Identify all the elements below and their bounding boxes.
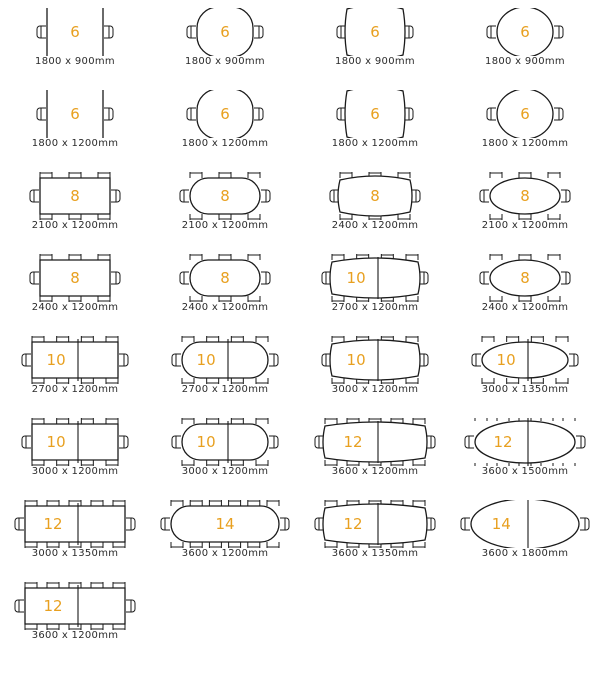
chair-icon xyxy=(180,190,189,202)
table-top xyxy=(330,340,420,380)
table-item xyxy=(150,500,300,584)
table-top xyxy=(475,421,575,463)
table-diagram xyxy=(450,500,600,548)
table-top xyxy=(182,342,268,378)
chair-icon xyxy=(490,254,502,260)
chair-icon xyxy=(15,518,24,530)
seat-count: 6 xyxy=(520,105,530,123)
chair-icon xyxy=(190,254,202,260)
table-diagram xyxy=(0,254,150,302)
seat-count: 10 xyxy=(346,351,366,369)
table-dimensions: 3600 x 1800mm xyxy=(481,548,569,559)
table-diagram xyxy=(300,418,450,466)
chair-icon xyxy=(480,190,489,202)
seat-count: 8 xyxy=(520,187,530,205)
chair-icon xyxy=(57,418,69,424)
table-dimensions: 3600 x 1500mm xyxy=(481,466,569,477)
table-diagram xyxy=(150,418,300,466)
seat-count: 8 xyxy=(70,187,80,205)
chair-icon xyxy=(161,518,170,530)
table-dimensions: 2700 x 1200mm xyxy=(181,384,269,395)
chair-icon xyxy=(91,500,103,506)
chair-icon xyxy=(32,336,44,342)
seat-count: 6 xyxy=(520,23,530,41)
chair-icon xyxy=(332,336,344,342)
table-item xyxy=(450,172,600,256)
chair-icon xyxy=(111,190,120,202)
table-top xyxy=(471,500,579,548)
chair-icon xyxy=(69,254,81,260)
table-item xyxy=(0,90,150,174)
seat-count: 8 xyxy=(520,269,530,287)
chair-icon xyxy=(98,172,110,178)
table-dimensions: 2400 x 1200mm xyxy=(331,220,419,231)
chair-icon xyxy=(261,190,270,202)
table-diagram xyxy=(450,8,600,56)
table-item xyxy=(300,336,450,420)
table-dimensions: 3000 x 1350mm xyxy=(481,384,569,395)
chair-icon xyxy=(497,418,509,421)
table-diagram xyxy=(0,418,150,466)
chair-icon xyxy=(332,254,344,260)
table-diagram xyxy=(300,90,450,138)
chair-icon xyxy=(190,500,202,506)
chair-icon xyxy=(47,582,59,588)
chair-icon xyxy=(487,108,496,120)
table-diagram xyxy=(300,254,450,302)
seat-count: 10 xyxy=(496,351,516,369)
chair-icon xyxy=(280,518,289,530)
seat-count: 8 xyxy=(70,269,80,287)
chair-icon xyxy=(119,354,128,366)
chair-icon xyxy=(22,354,31,366)
table-diagram xyxy=(300,336,450,384)
table-item xyxy=(150,172,300,256)
table-dimensions: 3000 x 1200mm xyxy=(181,466,269,477)
table-item xyxy=(0,418,150,502)
table-diagram xyxy=(450,336,600,384)
chair-icon xyxy=(30,190,39,202)
table-top xyxy=(25,588,125,624)
chair-icon xyxy=(81,336,93,342)
table-top xyxy=(330,258,420,298)
chair-icon xyxy=(22,436,31,448)
chair-icon xyxy=(580,518,589,530)
table-item xyxy=(0,8,150,92)
chair-icon xyxy=(472,354,481,366)
chair-icon xyxy=(69,582,81,588)
seat-count: 12 xyxy=(43,597,63,615)
table-diagram xyxy=(450,418,600,466)
table-dimensions: 2700 x 1200mm xyxy=(331,302,419,313)
table-item xyxy=(0,254,150,338)
chair-icon xyxy=(413,500,425,506)
table-diagram xyxy=(150,500,300,548)
chair-icon xyxy=(37,108,46,120)
chair-icon xyxy=(119,436,128,448)
chair-icon xyxy=(187,108,196,120)
chair-icon xyxy=(15,600,24,612)
table-dimensions: 1800 x 1200mm xyxy=(331,138,419,149)
table-item xyxy=(450,500,600,584)
chair-icon xyxy=(91,582,103,588)
chair-icon xyxy=(37,26,46,38)
chair-icon xyxy=(187,26,196,38)
chair-icon xyxy=(554,26,563,38)
chair-icon xyxy=(482,336,494,342)
seat-count: 6 xyxy=(70,105,80,123)
chair-icon xyxy=(111,272,120,284)
table-dimensions: 2100 x 1200mm xyxy=(31,220,119,231)
table-item xyxy=(450,254,600,338)
table-top xyxy=(25,506,125,542)
table-dimensions: 3000 x 1350mm xyxy=(31,548,119,559)
table-dimensions: 3000 x 1200mm xyxy=(331,384,419,395)
chair-icon xyxy=(548,254,560,260)
seat-count: 12 xyxy=(343,433,363,451)
chair-icon xyxy=(548,172,560,178)
table-dimensions: 3000 x 1200mm xyxy=(31,466,119,477)
table-diagram xyxy=(150,172,300,220)
chair-icon xyxy=(126,518,135,530)
table-item xyxy=(150,254,300,338)
table-diagram xyxy=(150,8,300,56)
chair-icon xyxy=(113,500,125,506)
table-diagram xyxy=(300,8,450,56)
chair-icon xyxy=(398,172,410,178)
chair-icon xyxy=(219,254,231,260)
seat-count: 10 xyxy=(46,351,66,369)
chair-icon xyxy=(81,418,93,424)
seat-count: 8 xyxy=(370,187,380,205)
chair-icon xyxy=(519,172,531,178)
chair-icon xyxy=(569,354,578,366)
seat-count: 10 xyxy=(196,433,216,451)
table-top xyxy=(323,504,427,544)
chair-icon xyxy=(576,436,585,448)
table-diagram xyxy=(150,336,300,384)
chair-icon xyxy=(261,272,270,284)
table-diagram xyxy=(0,90,150,138)
chair-icon xyxy=(519,254,531,260)
chair-icon xyxy=(104,108,113,120)
chair-icon xyxy=(480,272,489,284)
seat-count: 12 xyxy=(493,433,513,451)
table-item xyxy=(300,90,450,174)
table-dimensions: 2100 x 1200mm xyxy=(481,220,569,231)
chair-icon xyxy=(69,500,81,506)
chair-icon xyxy=(556,336,568,342)
table-dimensions: 2100 x 1200mm xyxy=(181,220,269,231)
table-dimensions: 2400 x 1200mm xyxy=(481,302,569,313)
table-item xyxy=(0,336,150,420)
table-dimensions: 3600 x 1200mm xyxy=(331,466,419,477)
chair-icon xyxy=(47,500,59,506)
chair-icon xyxy=(25,500,37,506)
chair-icon xyxy=(248,172,260,178)
table-item xyxy=(0,582,150,666)
chair-icon xyxy=(182,336,194,342)
chair-icon xyxy=(98,254,110,260)
chair-icon xyxy=(231,418,243,424)
chair-icon xyxy=(40,172,52,178)
chair-icon xyxy=(461,518,470,530)
chair-icon xyxy=(248,500,260,506)
seat-count: 14 xyxy=(491,515,511,533)
chair-icon xyxy=(406,336,418,342)
seat-count: 10 xyxy=(346,269,366,287)
table-dimensions: 3600 x 1200mm xyxy=(31,630,119,641)
chair-icon xyxy=(269,436,278,448)
table-item xyxy=(450,8,600,92)
chair-icon xyxy=(104,26,113,38)
table-top xyxy=(323,422,427,462)
table-dimensions: 2400 x 1200mm xyxy=(31,302,119,313)
table-dimensions: 1800 x 900mm xyxy=(335,56,415,67)
chair-icon xyxy=(325,418,337,424)
chair-icon xyxy=(325,500,337,506)
chair-icon xyxy=(554,108,563,120)
table-item xyxy=(0,172,150,256)
table-dimensions: 1800 x 900mm xyxy=(485,56,565,67)
seat-count: 6 xyxy=(370,23,380,41)
table-dimensions: 3600 x 1350mm xyxy=(331,548,419,559)
chair-icon xyxy=(106,418,118,424)
chair-icon xyxy=(180,272,189,284)
chair-icon xyxy=(541,418,553,421)
table-dimensions: 1800 x 1200mm xyxy=(31,138,119,149)
seat-count: 12 xyxy=(343,515,363,533)
chair-icon xyxy=(231,336,243,342)
chair-icon xyxy=(256,336,268,342)
table-top xyxy=(182,424,268,460)
chair-icon xyxy=(248,254,260,260)
table-item xyxy=(0,500,150,584)
seat-count: 10 xyxy=(196,351,216,369)
table-diagram xyxy=(0,582,150,630)
table-dimensions: 2700 x 1200mm xyxy=(31,384,119,395)
table-dimensions: 1800 x 1200mm xyxy=(481,138,569,149)
seat-count: 6 xyxy=(220,105,230,123)
table-top xyxy=(32,424,118,460)
chair-icon xyxy=(126,600,135,612)
chair-icon xyxy=(209,500,221,506)
chair-icon xyxy=(531,336,543,342)
table-diagram xyxy=(300,500,450,548)
table-diagram xyxy=(150,90,300,138)
chair-icon xyxy=(207,336,219,342)
chair-icon xyxy=(219,172,231,178)
table-item xyxy=(450,90,600,174)
table-diagram xyxy=(450,90,600,138)
chair-icon xyxy=(25,582,37,588)
chair-icon xyxy=(229,500,241,506)
chair-icon xyxy=(106,336,118,342)
table-dimensions: 1800 x 900mm xyxy=(35,56,115,67)
table-item xyxy=(300,500,450,584)
table-item xyxy=(150,90,300,174)
chair-icon xyxy=(475,418,487,421)
chair-icon xyxy=(413,418,425,424)
table-diagram xyxy=(450,254,600,302)
seat-count: 14 xyxy=(215,515,235,533)
chair-icon xyxy=(172,354,181,366)
table-diagram xyxy=(450,172,600,220)
chair-icon xyxy=(182,418,194,424)
chair-icon xyxy=(563,418,575,421)
chair-icon xyxy=(190,172,202,178)
table-dimensions: 2400 x 1200mm xyxy=(181,302,269,313)
table-dimensions: 1800 x 900mm xyxy=(185,56,265,67)
chair-icon xyxy=(40,254,52,260)
chair-icon xyxy=(487,26,496,38)
chair-icon xyxy=(207,418,219,424)
chair-icon xyxy=(172,436,181,448)
chair-icon xyxy=(561,272,570,284)
chair-icon xyxy=(507,336,519,342)
chair-icon xyxy=(490,172,502,178)
chair-icon xyxy=(57,336,69,342)
seat-count: 10 xyxy=(46,433,66,451)
chair-icon xyxy=(254,108,263,120)
table-item xyxy=(150,336,300,420)
chair-icon xyxy=(340,172,352,178)
table-dimensions: 3600 x 1200mm xyxy=(181,548,269,559)
seat-count: 8 xyxy=(220,187,230,205)
seat-count: 6 xyxy=(70,23,80,41)
table-diagram xyxy=(300,172,450,220)
table-item xyxy=(450,336,600,420)
table-top xyxy=(482,342,568,378)
table-diagram xyxy=(0,336,150,384)
chair-icon xyxy=(267,500,279,506)
seat-count: 12 xyxy=(43,515,63,533)
chair-icon xyxy=(30,272,39,284)
chair-icon xyxy=(269,354,278,366)
table-item xyxy=(150,418,300,502)
chair-icon xyxy=(254,26,263,38)
chair-icon xyxy=(256,418,268,424)
chair-icon xyxy=(171,500,183,506)
seat-count: 8 xyxy=(220,269,230,287)
table-top xyxy=(32,342,118,378)
table-diagram xyxy=(0,500,150,548)
table-item xyxy=(150,8,300,92)
chair-icon xyxy=(32,418,44,424)
chair-icon xyxy=(465,436,474,448)
table-item xyxy=(300,8,450,92)
table-item xyxy=(300,172,450,256)
chair-icon xyxy=(406,254,418,260)
seat-count: 6 xyxy=(220,23,230,41)
chair-icon xyxy=(113,582,125,588)
table-diagram xyxy=(150,254,300,302)
table-dimensions: 1800 x 1200mm xyxy=(181,138,269,149)
table-diagram xyxy=(0,8,150,56)
table-item xyxy=(450,418,600,502)
table-item xyxy=(300,418,450,502)
seat-count: 6 xyxy=(370,105,380,123)
table-item xyxy=(300,254,450,338)
chair-icon xyxy=(561,190,570,202)
chair-icon xyxy=(69,172,81,178)
table-diagram xyxy=(0,172,150,220)
